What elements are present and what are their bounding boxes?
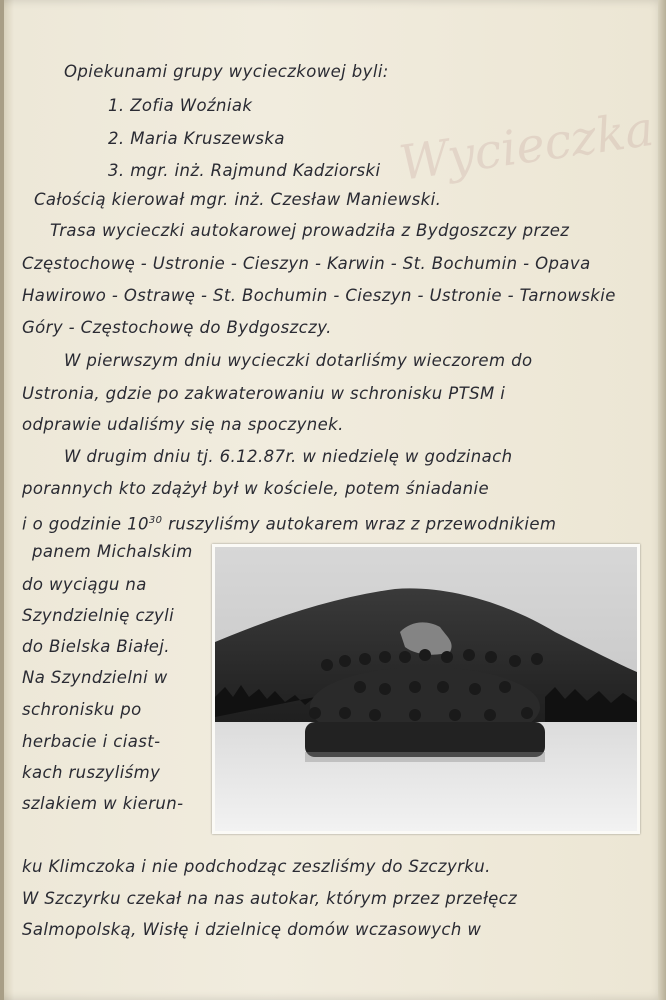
route-line: Hawirowo - Ostrawę - St. Bochumin - Cieszyn - Ustronie - Tarnowskie: [22, 286, 616, 305]
bleed-through-marks: Wycieczka: [395, 100, 658, 192]
day2-tail: ruszyliśmy autokarem wraz z przewodnikiem: [168, 514, 557, 534]
route-line: Trasa wycieczki autokarowej prowadziła z Bydgoszczy przez: [50, 221, 570, 240]
day2-line: W drugim dniu tj. 6.12.87r. w niedzielę w godzinach: [64, 447, 513, 466]
bottom-line: Salmopolską, Wisłę i dzielnicę domów wczasowych w: [22, 920, 482, 939]
left-column-line: herbacie i ciast-: [22, 732, 161, 751]
left-column-line: Szyndzielnię czyli: [22, 606, 175, 625]
left-column-line: Na Szyndzielni w: [22, 668, 168, 687]
photo-image: [215, 547, 637, 831]
day1-line: odprawie udaliśmy się na spoczynek.: [22, 415, 344, 434]
left-column-line: kach ruszyliśmy: [22, 763, 161, 782]
day2-text: i o godzinie 10: [22, 514, 149, 534]
day1-line: Ustronia, gdzie po zakwaterowaniu w schronisku PTSM i: [22, 384, 506, 403]
bottom-line: W Szczyrku czekał na nas autokar, którym przez przełęcz: [22, 889, 518, 908]
group-photo: [212, 544, 640, 834]
shadow: [305, 752, 545, 762]
bottom-line: ku Klimczoka i nie podchodząc zeszliśmy do Szczyrku.: [22, 857, 491, 876]
route-line: Częstochowę - Ustronie - Cieszyn - Karwin - St. Bochumin - Opava: [22, 254, 591, 273]
guardian-line: 2. Maria Kruszewska: [108, 129, 285, 148]
left-column-line: szlakiem w kierun-: [22, 794, 184, 813]
route-line: Góry - Częstochowę do Bydgoszczy.: [22, 318, 332, 337]
time-superscript: 30: [148, 515, 163, 526]
header-line: Opiekunami grupy wycieczkowej byli:: [64, 62, 389, 81]
left-column-line: panem Michalskim: [32, 542, 193, 561]
left-column-line: schronisku po: [22, 700, 142, 719]
day2-line: [22, 510, 556, 536]
guardian-line: 3. mgr. inż. Rajmund Kadziorski: [108, 161, 381, 180]
guardian-line: 1. Zofia Woźniak: [108, 96, 253, 115]
day2-line: porannych kto zdążył był w kościele, potem śniadanie: [22, 479, 490, 498]
left-column-line: do wyciągu na: [22, 575, 147, 594]
leader-line: Całością kierował mgr. inż. Czesław Maniewski.: [34, 190, 442, 209]
day1-line: W pierwszym dniu wycieczki dotarliśmy wieczorem do: [64, 351, 533, 370]
left-column-line: do Bielska Białej.: [22, 637, 170, 656]
